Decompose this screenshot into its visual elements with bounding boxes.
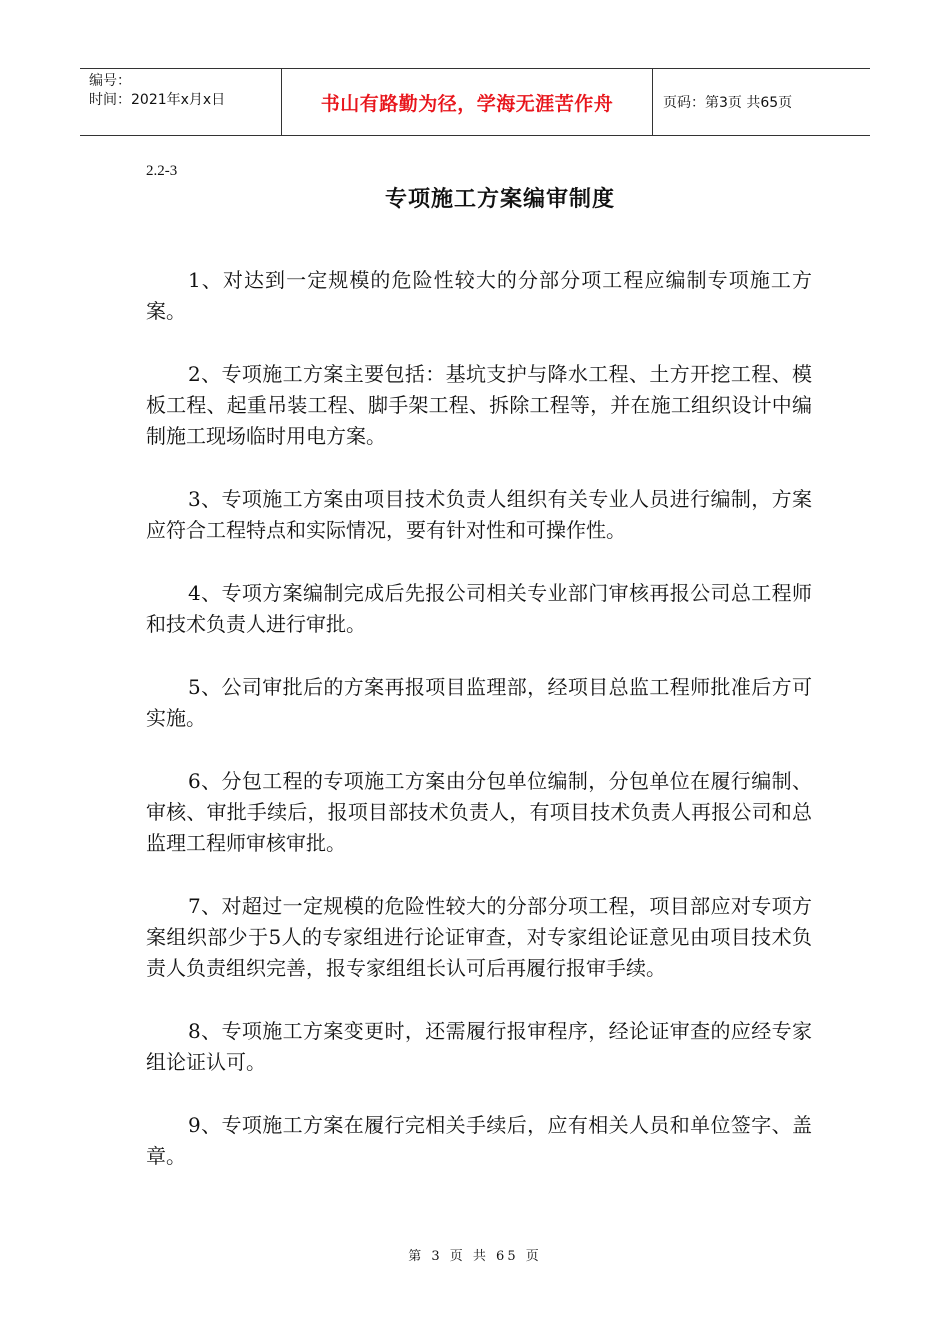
document-date: 时间：2021年x月x日 (89, 92, 226, 108)
paragraph-9: 9、专项施工方案在履行完相关手续后，应有相关人员和单位签字、盖章。 (146, 1113, 812, 1168)
paragraph-6: 6、分包工程的专项施工方案由分包单位编制，分包单位在履行编制、审核、审批手续后，报项目部技术负责人，有项目技术负责人再报公司和总监理工程师审核审批。 (146, 769, 812, 855)
header-page-info: 页码：第3页 共65页 (663, 95, 793, 111)
paragraph-8: 8、专项施工方案变更时，还需履行报审程序，经论证审查的应经专家组论证认可。 (146, 1019, 812, 1074)
page-header (80, 68, 870, 136)
section-number: 2.2-3 (146, 163, 178, 179)
paragraph-3: 3、专项施工方案由项目技术负责人组织有关专业人员进行编制，方案应符合工程特点和实际情况，要有针对性和可操作性。 (146, 487, 812, 542)
header-motto: 书山有路勤为径，学海无涯苦作舟 (281, 69, 653, 135)
paragraph-5: 5、公司审批后的方案再报项目监理部，经项目总监工程师批准后方可实施。 (146, 675, 812, 730)
paragraph-7: 7、对超过一定规模的危险性较大的分部分项工程，项目部应对专项方案组织部少于5人的专家组进行论证审查，对专家组论证意见由项目技术负责人负责组织完善，报专家组组长认可后再履行报审手续。 (146, 894, 812, 980)
document-title: 专项施工方案编审制度 (384, 187, 615, 212)
page-footer: 第 3 页 共 65 页 (408, 1249, 542, 1264)
header-meta (80, 69, 281, 135)
document-body (146, 265, 812, 1204)
paragraph-2: 2、专项施工方案主要包括：基坑支护与降水工程、土方开挖工程、模板工程、起重吊装工程、脚手架工程、拆除工程等，并在施工组织设计中编制施工现场临时用电方案。 (146, 362, 812, 448)
document-number-label: 编号： (89, 73, 131, 89)
paragraph-4: 4、专项方案编制完成后先报公司相关专业部门审核再报公司总工程师和技术负责人进行审批。 (146, 581, 812, 636)
paragraph-1: 1、对达到一定规模的危险性较大的分部分项工程应编制专项施工方案。 (146, 268, 812, 323)
